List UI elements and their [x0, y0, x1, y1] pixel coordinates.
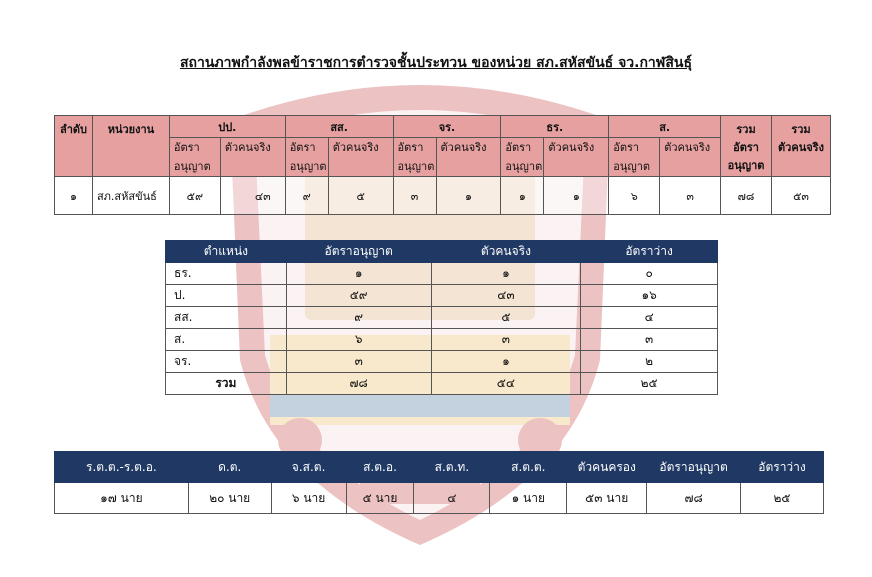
- subheader-quota-line1: อัตรา: [505, 141, 532, 154]
- subheader-actual: ตัวคนจริง: [660, 138, 721, 177]
- cell-position: ป.: [166, 285, 287, 307]
- cell-position: จร.: [166, 351, 287, 373]
- cell-quota: ๕๙: [286, 285, 431, 307]
- header-vacant: อัตราว่าง: [581, 241, 718, 263]
- cell-value: ๑: [544, 177, 609, 215]
- subheader-quota: [501, 138, 544, 177]
- cell-rank-count: ๔: [414, 483, 490, 514]
- header-total-actual-line2: ตัวคนจริง: [778, 141, 824, 154]
- cell-vacant: ๑๖: [581, 285, 718, 307]
- cell-vacant: ๒: [581, 351, 718, 373]
- cell-vacant: ๓: [581, 329, 718, 351]
- cell-unit: สภ.สหัสขันธ์: [92, 177, 169, 215]
- header-total-actual-line1: รวม: [791, 123, 811, 136]
- table-row: [166, 329, 718, 351]
- cell-value: ๓: [393, 177, 436, 215]
- header-group-jor: จร.: [393, 116, 501, 138]
- cell-vacant: ๒๕: [741, 483, 824, 514]
- header-rank: ร.ต.ต.-ร.ต.อ.: [55, 452, 189, 483]
- cell-actual: ๔๓: [431, 285, 581, 307]
- cell-value: ๑: [436, 177, 501, 215]
- table-row: [166, 263, 718, 285]
- cell-quota: ๖: [286, 329, 431, 351]
- subheader-quota-line2: อนุญาต: [397, 160, 435, 173]
- subheader-quota: [609, 138, 660, 177]
- table-row: [166, 307, 718, 329]
- subheader-quota-line2: อนุญาต: [505, 160, 543, 173]
- subheader-quota-line2: อนุญาต: [173, 160, 211, 173]
- header-position: ตำแหน่ง: [166, 241, 287, 263]
- cell-total-quota: ๗๘: [721, 177, 772, 215]
- header-group-por: ปป.: [169, 116, 285, 138]
- cell-actual: ๓: [431, 329, 581, 351]
- cell-quota: ๓: [286, 351, 431, 373]
- header-total-quota-line3: อนุญาต: [727, 159, 765, 172]
- cell-position: ธร.: [166, 263, 287, 285]
- header-total-quota-line1: รวม: [736, 123, 756, 136]
- cell-total-quota: ๗๘: [286, 373, 431, 395]
- header-occupied: ตัวคนครอง: [567, 452, 647, 483]
- cell-value: ๑: [501, 177, 544, 215]
- cell-value: ๕: [328, 177, 393, 215]
- header-unit: หน่วยงาน: [92, 116, 169, 177]
- cell-actual: ๑: [431, 263, 581, 285]
- table-row: [55, 177, 831, 215]
- subheader-quota: [169, 138, 220, 177]
- header-vacant: อัตราว่าง: [741, 452, 824, 483]
- subheader-actual: ตัวคนจริง: [220, 138, 285, 177]
- table-row: [55, 483, 824, 514]
- cell-rank-count: ๑๗ นาย: [55, 483, 189, 514]
- header-rank: จ.ส.ต.: [271, 452, 346, 483]
- cell-total-actual: ๕๔: [431, 373, 581, 395]
- header-group-thor: ธร.: [501, 116, 609, 138]
- header-total-quota-line2: อัตรา: [733, 141, 759, 154]
- header-total-actual: [772, 116, 831, 177]
- subheader-quota: [285, 138, 328, 177]
- subheader-quota-line1: อัตรา: [289, 141, 316, 154]
- subheader-quota-line1: อัตรา: [397, 141, 424, 154]
- cell-rank-count: ๕ นาย: [346, 483, 414, 514]
- cell-value: ๓: [660, 177, 721, 215]
- header-rank: ส.ต.ต.: [490, 452, 567, 483]
- subheader-quota-line2: อนุญาต: [613, 160, 651, 173]
- cell-rank-count: ๒๐ นาย: [188, 483, 271, 514]
- cell-position: สส.: [166, 307, 287, 329]
- strength-table: [54, 115, 831, 215]
- header-total-quota: [721, 116, 772, 177]
- cell-total-actual: ๕๓: [772, 177, 831, 215]
- subheader-quota-line2: อนุญาต: [289, 160, 327, 173]
- cell-vacant: ๐: [581, 263, 718, 285]
- cell-value: ๖: [609, 177, 660, 215]
- cell-occupied: ๕๓ นาย: [567, 483, 647, 514]
- subheader-quota-line1: อัตรา: [173, 141, 200, 154]
- header-group-sos: สส.: [285, 116, 393, 138]
- header-group-sor: ส.: [609, 116, 721, 138]
- header-quota: อัตราอนุญาต: [647, 452, 741, 483]
- cell-actual: ๑: [431, 351, 581, 373]
- subheader-actual: ตัวคนจริง: [436, 138, 501, 177]
- subheader-actual: ตัวคนจริง: [544, 138, 609, 177]
- total-row: [166, 373, 718, 395]
- cell-order: ๑: [55, 177, 93, 215]
- subheader-actual: ตัวคนจริง: [328, 138, 393, 177]
- header-actual: ตัวคนจริง: [431, 241, 581, 263]
- cell-quota: ๙: [286, 307, 431, 329]
- position-table: [165, 240, 718, 395]
- cell-value: ๔๓: [220, 177, 285, 215]
- header-rank: ด.ต.: [188, 452, 271, 483]
- cell-quota: ๑: [286, 263, 431, 285]
- header-order: ลำดับ: [55, 116, 93, 177]
- cell-total-label: รวม: [166, 373, 287, 395]
- cell-value: ๙: [285, 177, 328, 215]
- cell-rank-count: ๑ นาย: [490, 483, 567, 514]
- cell-rank-count: ๖ นาย: [271, 483, 346, 514]
- header-rank: ส.ต.ท.: [414, 452, 490, 483]
- header-quota: อัตราอนุญาต: [286, 241, 431, 263]
- cell-value: ๕๙: [169, 177, 220, 215]
- table-row: [166, 285, 718, 307]
- cell-quota: ๗๘: [647, 483, 741, 514]
- page-title: สถานภาพกำลังพลข้าราชการตำรวจชั้นประทวน ของหน่วย สภ.สหัสขันธ์ จว.กาฬสินธุ์: [179, 55, 693, 71]
- cell-total-vacant: ๒๕: [581, 373, 718, 395]
- header-rank: ส.ต.อ.: [346, 452, 414, 483]
- cell-actual: ๕: [431, 307, 581, 329]
- subheader-quota-line1: อัตรา: [613, 141, 640, 154]
- cell-vacant: ๔: [581, 307, 718, 329]
- table-row: [166, 351, 718, 373]
- cell-position: ส.: [166, 329, 287, 351]
- rank-table: [54, 451, 824, 514]
- subheader-quota: [393, 138, 436, 177]
